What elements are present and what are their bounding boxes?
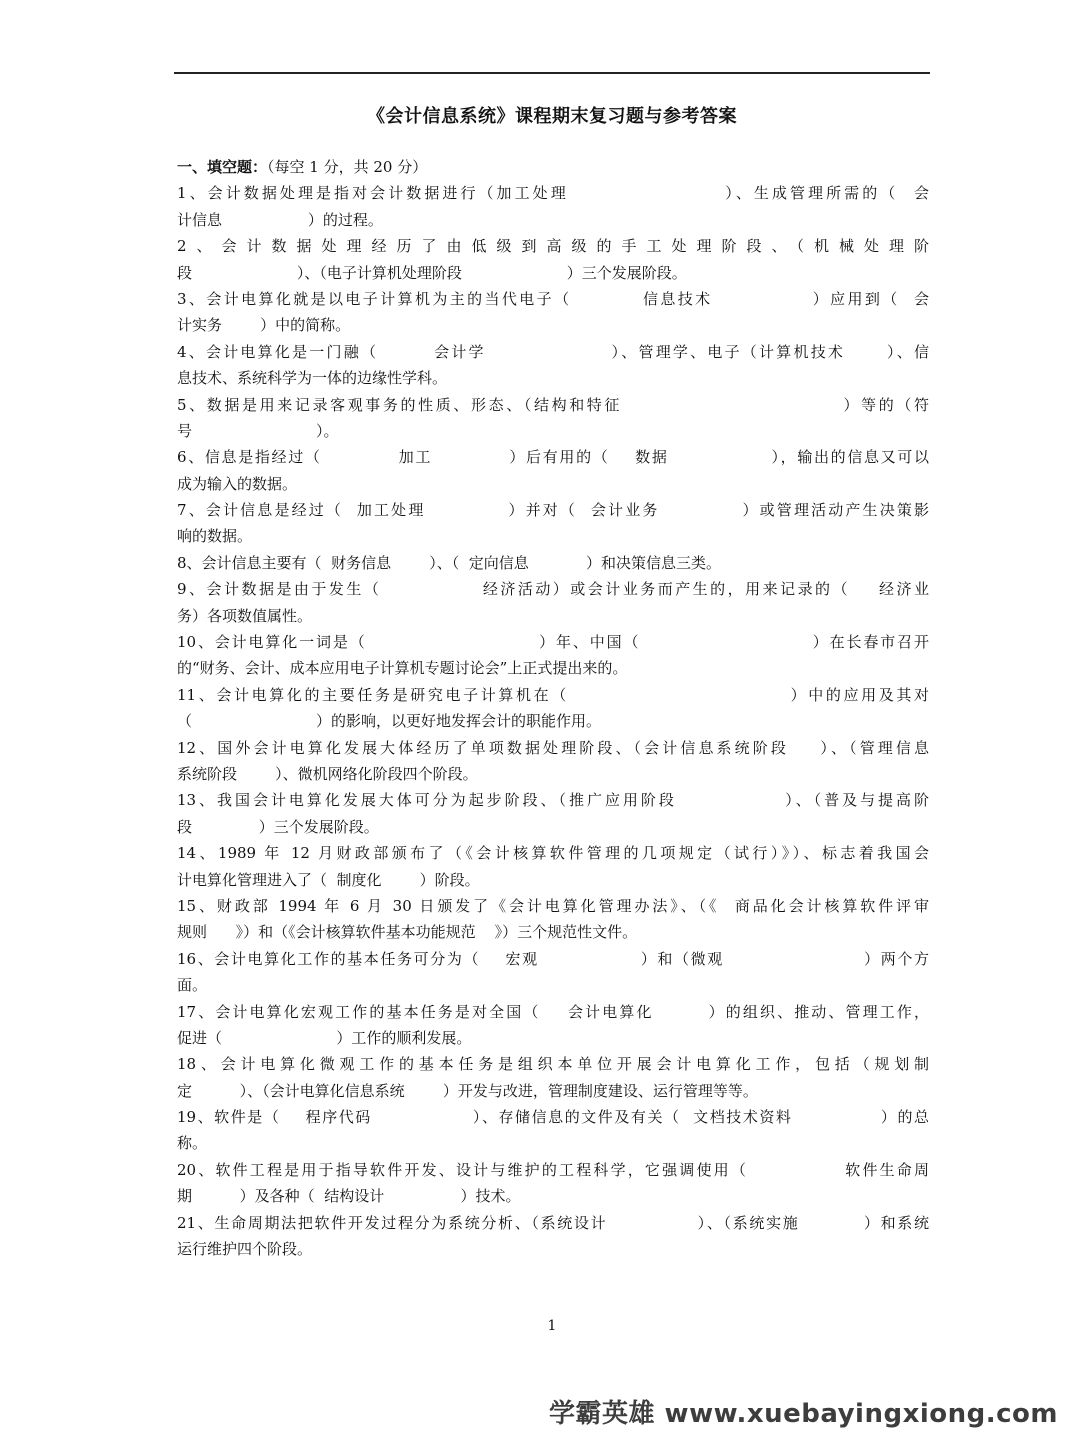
question-line: 务）各项数值属性。	[177, 606, 313, 625]
question-line: 4、会计电算化是一门融（ 会计学 ）、管理学、电子（计算机技术 ）、信	[177, 342, 929, 361]
question-line: 3、会计电算化就是以电子计算机为主的当代电子（ 信息技术 ）应用到（ 会	[177, 289, 929, 308]
question-line: 16、会计电算化工作的基本任务可分为（ 宏观 ）和（微观 ）两个方	[177, 949, 929, 968]
question-line: 14、1989 年 12 月财政部颁布了（《会计核算软件管理的几项规定（试行）》）、标志着我国会	[177, 844, 929, 863]
question-line: 1、会计数据处理是指对会计数据进行（加工处理 ）、生成管理所需的（ 会	[177, 184, 929, 203]
question-line: 计电算化管理进入了（ 制度化 ）阶段。	[177, 870, 480, 889]
question-line: 规则 》）和（《会计核算软件基本功能规范 》）三个规范性文件。	[177, 923, 638, 942]
question-line: 2、会计数据处理经历了由低级到高级的手工处理阶段、（机械处理阶	[177, 237, 929, 256]
question-line: 6、信息是指经过（ 加工 ）后有用的（ 数据 ），输出的信息又可以	[177, 448, 929, 467]
question-line: 8、会计信息主要有（ 财务信息 ）、（ 定向信息 ）和决策信息三类。	[177, 553, 721, 572]
section-note: （每空 1 分，共 20 分）	[267, 158, 428, 176]
question-line: 12、国外会计电算化发展大体经历了单项数据处理阶段、（会计信息系统阶段 ）、（管理信息	[177, 738, 929, 757]
question-line: 号 ）。	[177, 421, 339, 440]
question-line: 称。	[177, 1134, 208, 1153]
question-line: 17、会计电算化宏观工作的基本任务是对全国（ 会计电算化 ）的组织、推动、管理工作，	[177, 1002, 929, 1021]
question-line: 7、会计信息是经过（ 加工处理 ）并对（ 会计业务 ）或管理活动产生决策影	[177, 501, 929, 520]
question-line: 段 ）、（电子计算机处理阶段 ）三个发展阶段。	[177, 263, 687, 282]
document-title: 《会计信息系统》课程期末复习题与参考答案	[367, 106, 737, 127]
question-line: 19、软件是（ 程序代码 ）、存储信息的文件及有关（ 文档技术资料 ）的总	[177, 1108, 929, 1127]
page-number: 1	[547, 1318, 557, 1334]
question-line: 面。	[177, 976, 208, 995]
question-line: 期 ）及各种（ 结构设计 ）技术。	[177, 1187, 521, 1206]
top-rule	[174, 72, 930, 74]
question-line: 响的数据。	[177, 527, 253, 546]
question-line: 计信息 ）的过程。	[177, 210, 383, 229]
question-line: 定 ）、（会计电算化信息系统 ）开发与改进，管理制度建设、运行管理等等。	[177, 1081, 758, 1100]
watermark: 学霸英雄 www.xuebayingxiong.com	[549, 1399, 1058, 1429]
question-line: 息技术、系统科学为一体的边缘性学科。	[177, 369, 448, 388]
section-label: 一、填空题：	[177, 158, 268, 176]
document-body	[177, 154, 929, 1262]
question-line: 计实务 ）中的简称。	[177, 316, 351, 335]
question-line: 13、我国会计电算化发展大体可分为起步阶段、（推广应用阶段 ）、（普及与提高阶	[177, 791, 929, 810]
question-line: 成为输入的数据。	[177, 474, 298, 493]
question-line: 11、会计电算化的主要任务是研究电子计算机在（ ）中的应用及其对	[177, 685, 929, 704]
question-line: 10、会计电算化一词是（ ）年、中国（ ）在长春市召开	[177, 633, 929, 652]
question-line: 5、数据是用来记录客观事务的性质、形态、（结构和特征 ）等的（符	[177, 395, 929, 414]
question-line: 18、会计电算化微观工作的基本任务是组织本单位开展会计电算化工作，包括（规划制	[177, 1055, 929, 1074]
question-line: 的“财务、会计、成本应用电子计算机专题讨论会”上正式提出来的。	[177, 659, 628, 678]
question-line: 9、会计数据是由于发生（ 经济活动）或会计业务而产生的，用来记录的（ 经济业	[177, 580, 929, 599]
question-line: 21、生命周期法把软件开发过程分为系统分析、（系统设计 ）、（系统实施 ）和系统	[177, 1213, 929, 1232]
question-line: 段 ）三个发展阶段。	[177, 817, 379, 836]
question-line: 20、软件工程是用于指导软件开发、设计与维护的工程科学，它强调使用（ 软件生命周	[177, 1160, 929, 1179]
question-line: （ ）的影响，以更好地发挥会计的职能作用。	[177, 712, 601, 731]
question-lines	[177, 180, 929, 1262]
question-line: 系统阶段 ）、微机网络化阶段四个阶段。	[177, 764, 478, 783]
section-heading	[177, 154, 929, 180]
question-line: 运行维护四个阶段。	[177, 1240, 313, 1259]
question-line: 促进（ ）工作的顺利发展。	[177, 1028, 472, 1047]
question-line: 15、财政部 1994 年 6 月 30 日颁发了《会计电算化管理办法》、（《 商品化会计核算软件评审	[177, 896, 929, 915]
